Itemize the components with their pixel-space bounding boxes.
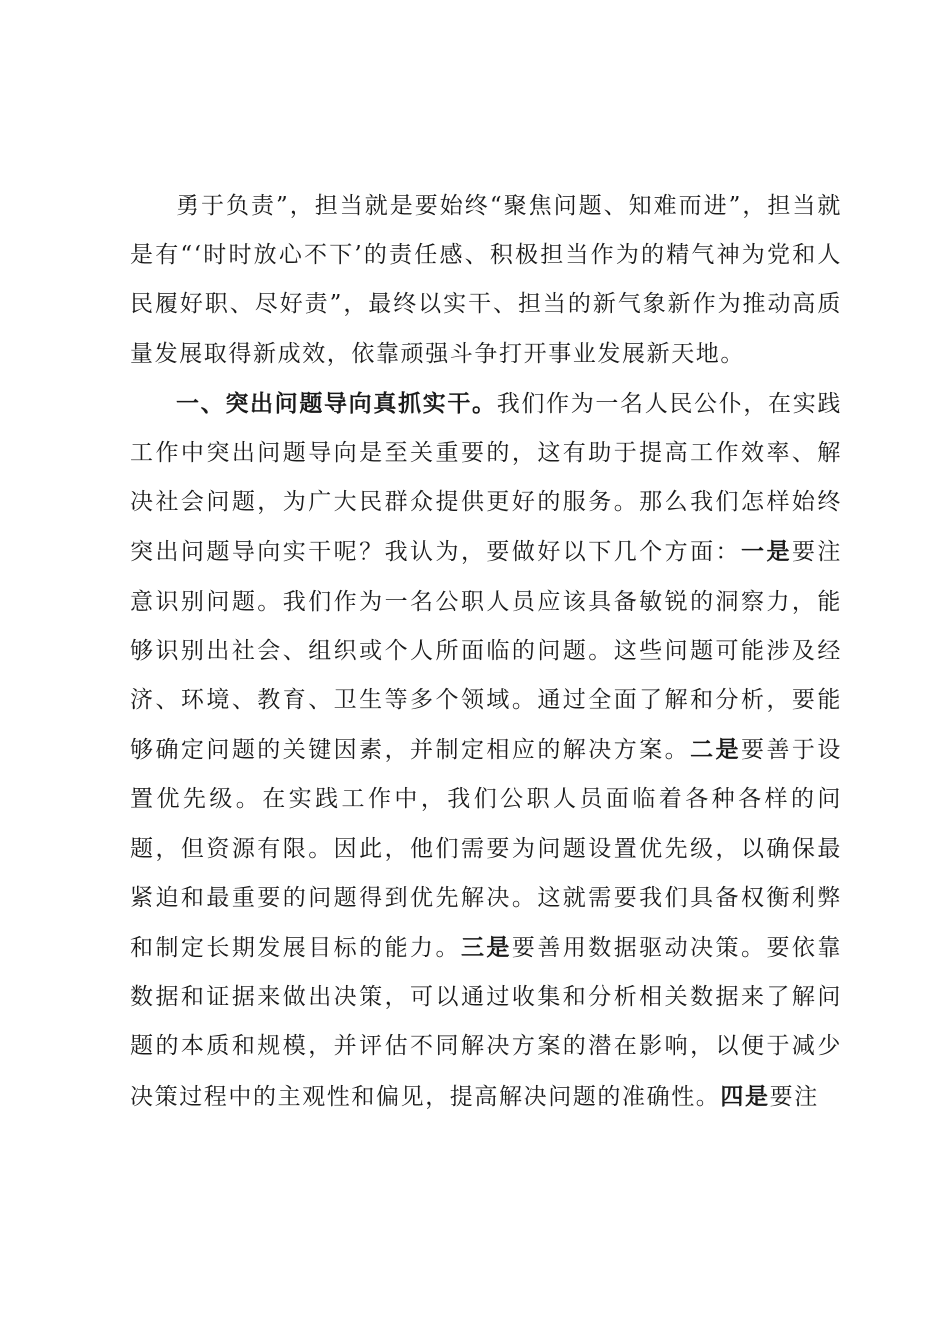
point-label-2: 二是: [690, 736, 742, 764]
paragraph-text: 勇于负责”，担当就是要始终“聚焦问题、知难而进”，担当就是有“‘时时放心不下’的责任感、积极担当作为的精气神为党和人民履好职、尽好责”，最终以实干、担当的新气象新作为推动高质量发展取得新成效，依靠顽强斗争打开事业发展新天地。: [130, 193, 842, 367]
point-text-4: 要注: [769, 1083, 819, 1110]
body-paragraph: [130, 182, 842, 379]
point-text-2: 要善于设置优先级。在实践工作中，我们公职人员面临着各种各样的问题，但资源有限。因此，他们需要为问题设置优先级，以确保最紧迫和最重要的问题得到优先解决。这就需要我们具备权衡利弊和制定长期发展目标的能力。: [130, 737, 842, 962]
document-page: [130, 182, 842, 1122]
section-heading: 一、突出问题导向真抓实干。: [176, 389, 497, 417]
point-label-3: 三是: [460, 934, 512, 962]
section-intro: 我们作为一名人民公仆，在实践工作中突出问题导向是至关重要的，这有助于提高工作效率、解决社会问题，为广大民群众提供更好的服务。那么我们怎样始终突出问题导向实干呢？我认为，要做好以下几个方面：: [130, 390, 842, 566]
point-label-4: 四是: [720, 1082, 770, 1110]
point-label-1: 一是: [741, 538, 792, 566]
section-paragraph: [130, 379, 842, 1122]
point-text-3: 要善用数据驱动决策。要依靠数据和证据来做出决策，可以通过收集和分析相关数据来了解问题的本质和规模，并评估不同解决方案的潜在影响，以便于减少决策过程中的主观性和偏见，提高解决问题的准确性。: [130, 935, 842, 1110]
point-text-1: 要注意识别问题。我们作为一名公职人员应该具备敏锐的洞察力，能够识别出社会、组织或个人所面临的问题。这些问题可能涉及经济、环境、教育、卫生等多个领域。通过全面了解和分析，要能够确定问题的关键因素，并制定相应的解决方案。: [130, 539, 842, 764]
